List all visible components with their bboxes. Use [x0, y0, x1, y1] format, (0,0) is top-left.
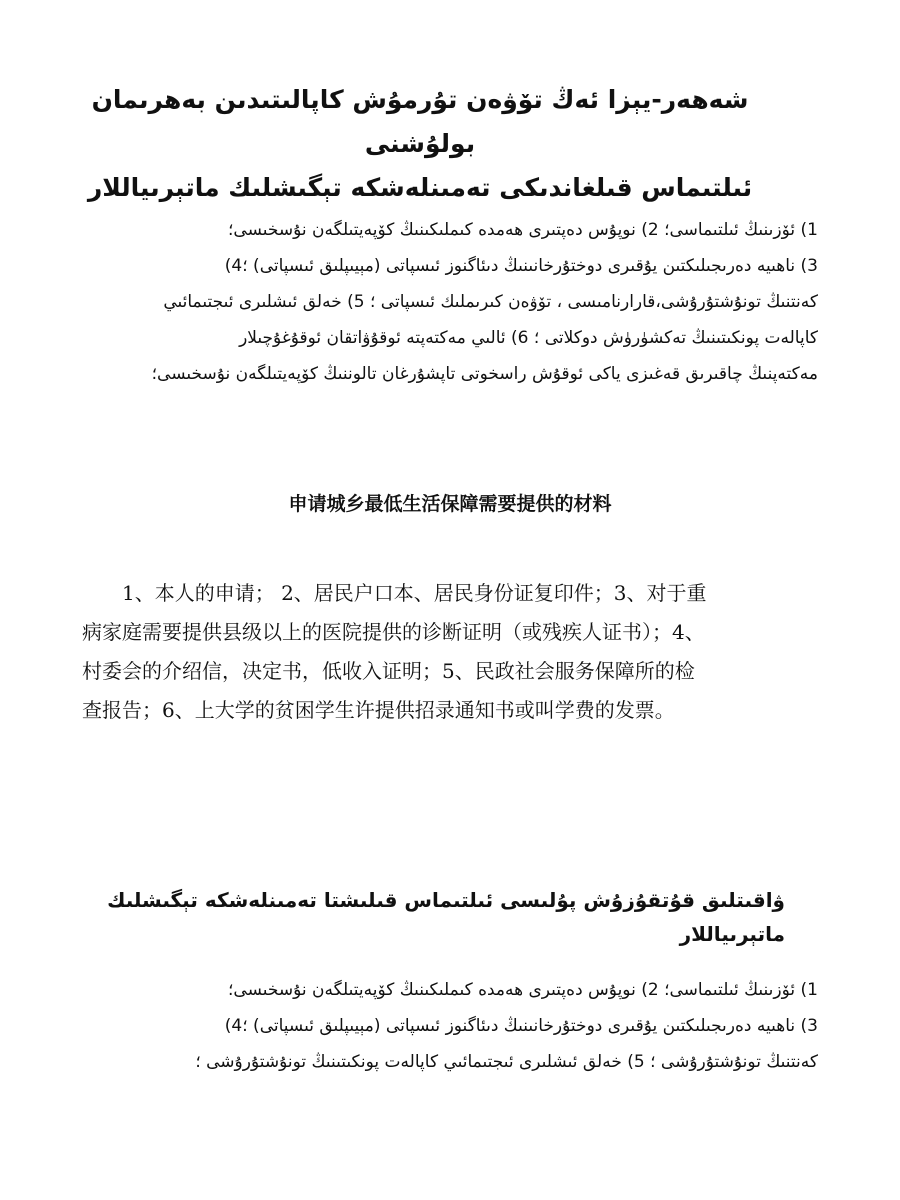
uyghur-line: 3) ناھىيە دەرىجىلىكتىن يۇقىرى دوختۇرخانىنىڭ دىئاگنوز ئىسپاتى (مېيىپلىق ئىسپاتى) ؛4) [224, 1016, 818, 1036]
uyghur-title-line-1: شەھەر-يېزا ئەڭ تۆۋەن تۇرمۇش كاپالىتىدىن بەھرىمان بولۇشنى [91, 85, 749, 158]
uyghur-line: 1) ئۆزىنىڭ ئىلتىماسى؛ 2) نوپۇس دەپتىرى ھەمدە كىملىكىنىڭ كۆپەيتىلگەن نۇسخىسى؛ [228, 220, 818, 240]
chinese-line: 村委会的介绍信，决定书，低收入证明；5、民政社会服务保障所的检 [82, 659, 695, 683]
uyghur-materials-paragraph-1 [82, 212, 818, 392]
uyghur-line: كاپالەت پونكىتىنىڭ تەكشۈرۈش دوكلاتى ؛ 6) ئالىي مەكتەپتە ئوقۇۋاتقان ئوقۇغۇچىلار [239, 328, 818, 348]
uyghur-materials-paragraph-2 [82, 972, 818, 1080]
uyghur-line: 1) ئۆزىنىڭ ئىلتىماسى؛ 2) نوپۇس دەپتىرى ھەمدە كىملىكىنىڭ كۆپەيتىلگەن نۇسخىسى؛ [228, 980, 818, 1000]
chinese-line: 1、本人的申请； 2、居民户口本、居民身份证复印件；3、对于重 [122, 581, 707, 605]
uyghur-title [80, 78, 760, 210]
uyghur-line: مەكتەپنىڭ چاقىرىق قەغىزى ياكى ئوقۇش راسخوتى تاپشۇرغان تالوننىڭ كۆپەيتىلگەن نۇسخىسى؛ [151, 364, 818, 384]
uyghur-line: 3) ناھىيە دەرىجىلىكتىن يۇقىرى دوختۇرخانىنىڭ دىئاگنوز ئىسپاتى (مېيىپلىق ئىسپاتى) ؛4) [224, 256, 818, 276]
uyghur-line: كەنتنىڭ تونۇشتۇرۇشى ؛ 5) خەلق ئىشلىرى ئىجتىمائىي كاپالەت پونكىتىنىڭ تونۇشتۇرۇشى ؛ [195, 1052, 818, 1072]
chinese-line: 病家庭需要提供县级以上的医院提供的诊断证明（或残疾人证书）；4、 [82, 620, 705, 644]
chinese-title: 申请城乡最低生活保障需要提供的材料 [288, 493, 612, 515]
uyghur-title-line-2: ئىلتىماس قىلغاندىكى تەمىنلەشكە تېگىشلىك ماتېرىياللار [87, 173, 753, 202]
uyghur-line: كەنتنىڭ تونۇشتۇرۇشى،قارارنامىسى ، تۆۋەن كىرىملىك ئىسپاتى ؛ 5) خەلق ئىشلىرى ئىجتىمائىي [163, 292, 818, 312]
chinese-line: 查报告；6、上大学的贫困学生许提供招录通知书或叫学费的发票。 [82, 698, 675, 722]
chinese-materials-paragraph [82, 574, 818, 730]
uyghur-heading-2: ۋاقىتلىق قۇتقۇزۇش پۇلىسى ئىلتىماس قىلىشتا تەمىنلەشكە تېگىشلىك ماتېرىياللار [107, 888, 785, 946]
